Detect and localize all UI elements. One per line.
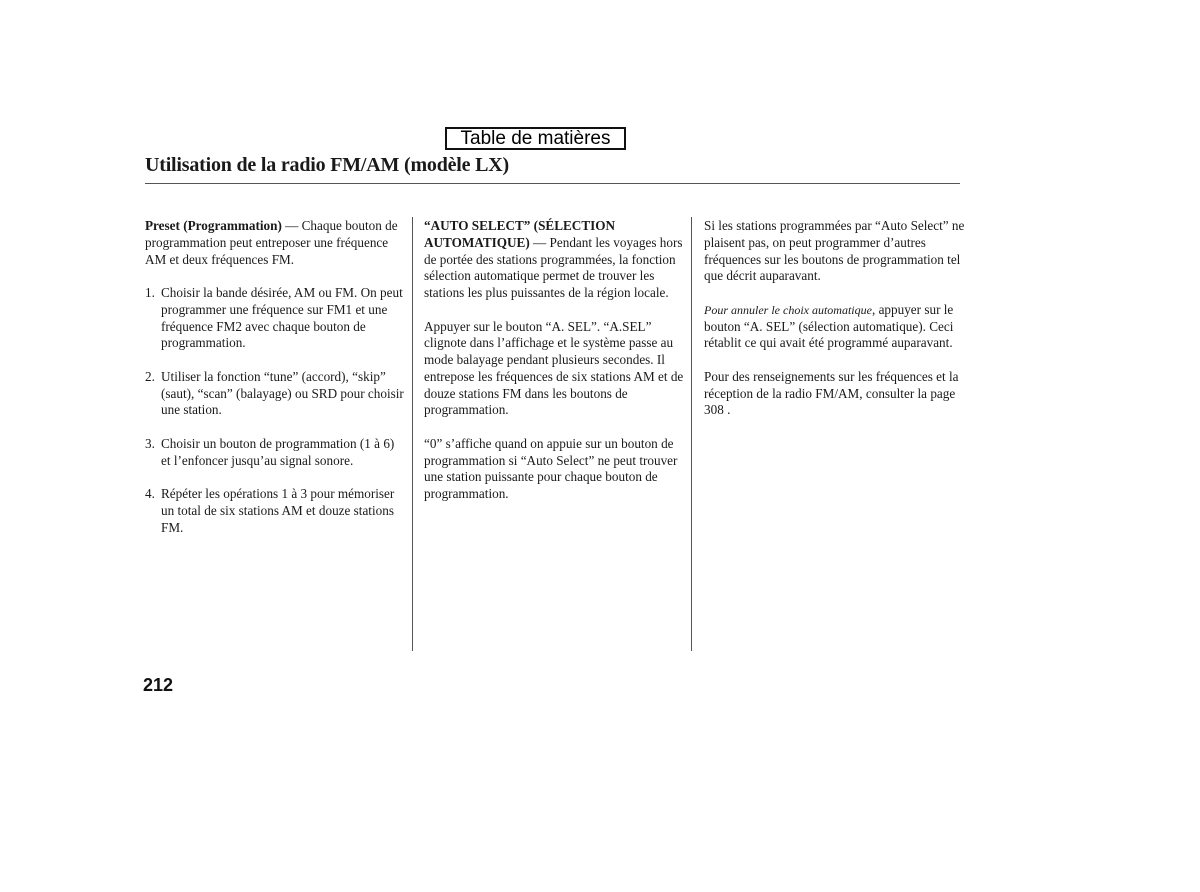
- auto-select-heading: “AUTO SELECT” (SÉLECTION AUTOMATIQUE): [424, 218, 616, 250]
- list-item-text: Choisir un bouton de programmation (1 à 6) et l’enfoncer jusqu’au signal sonore.: [161, 435, 395, 468]
- right-paragraph-1: Si les stations programmées par “Auto Select” ne plaisent pas, on peut programmer d’autres fréquences sur les boutons de programmation tel que décrit auparavant.: [704, 218, 965, 284]
- column-middle: [424, 218, 686, 503]
- table-of-contents-button[interactable]: Table de matières: [445, 127, 626, 150]
- auto-select-paragraph-3: “0” s’affiche quand on appuie sur un bouton de programmation si “Auto Select” ne peut trouver une station puissante pour chaque bouton de programmation.: [424, 435, 678, 501]
- page-title: Utilisation de la radio FM/AM (modèle LX): [145, 154, 509, 176]
- auto-select-intro: [424, 218, 686, 302]
- list-item: [145, 486, 407, 536]
- column-divider-2: [691, 217, 692, 651]
- list-item-text: Répéter les opérations 1 à 3 pour mémoriser un total de six stations AM et douze stations FM.: [161, 486, 395, 535]
- preset-heading: Preset (Programmation): [145, 218, 282, 233]
- preset-intro: [145, 218, 407, 268]
- list-item: [145, 436, 407, 470]
- cancel-auto-select-text: , appuyer sur le bouton “A. SEL” (sélection automatique). Ceci rétablit ce qui avait été programmé auparavant.: [704, 301, 954, 351]
- cancel-auto-select-italic: Pour annuler le choix automatique: [704, 302, 872, 317]
- column-left: [145, 218, 407, 553]
- column-right: [704, 218, 966, 419]
- list-item-number: 2.: [145, 368, 155, 384]
- list-item-number: 3.: [145, 435, 155, 451]
- page-number: 212: [143, 675, 174, 695]
- right-paragraph-2: [704, 302, 966, 352]
- list-item-text: Utiliser la fonction “tune” (accord), “skip” (saut), “scan” (balayage) ou SRD pour choisir une station.: [161, 368, 404, 418]
- title-divider: [145, 183, 960, 184]
- preset-intro-text: — Chaque bouton de programmation peut entreposer une fréquence AM et deux fréquences FM.: [145, 218, 398, 267]
- auto-select-paragraph-2: Appuyer sur le bouton “A. SEL”. “A.SEL” clignote dans l’affichage et le système passe au mode balayage pendant plusieurs secondes. Il entrepose les fréquences de six stations AM et de douze stations FM dans les boutons de programmation.: [424, 318, 684, 418]
- list-item-number: 1.: [145, 285, 155, 300]
- auto-select-intro-text: — Pendant les voyages hors de portée des stations programmées, la fonction sélection automatique permet de trouver les stations les plus puissantes de la région locale.: [424, 234, 683, 300]
- list-item-number: 4.: [145, 486, 155, 501]
- right-paragraph-3: Pour des renseignements sur les fréquences et la réception de la radio FM/AM, consulter la page 308 .: [704, 368, 959, 418]
- column-divider-1: [412, 217, 413, 651]
- list-item-text: Choisir la bande désirée, AM ou FM. On peut programmer une fréquence sur FM1 et une fréquence FM2 avec chaque bouton de programmation.: [161, 285, 403, 351]
- list-item: [145, 369, 407, 419]
- list-item: [145, 285, 407, 352]
